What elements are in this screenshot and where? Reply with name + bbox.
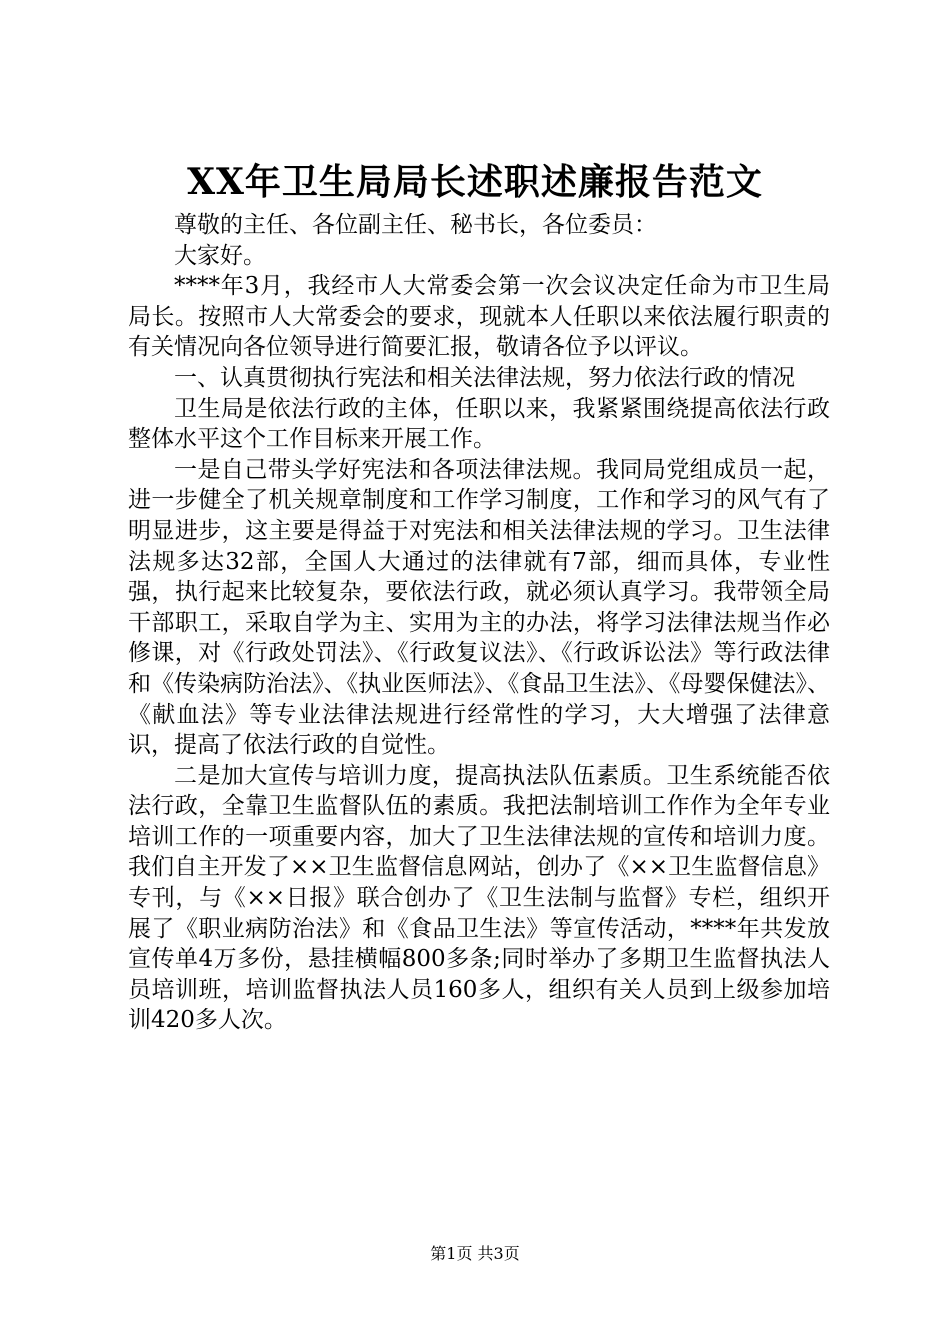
section-heading-1: 一、认真贯彻执行宪法和相关法律法规，努力依法行政的情况 — [174, 364, 795, 391]
document-title: XX年卫生局局长述职述廉报告范文 — [187, 161, 763, 203]
paragraph-point-1: 一是自己带头学好宪法和各项法律法规。我同局党组成员一起，进一步健全了机关规章制度和工作学习制度，工作和学习的风气有了明显进步，这主要是得益于对宪法和相关法律法规的学习。卫生法律法规多达32部，全国人大通过的法律就有7部，细而具体，专业性强，执行起来比较复杂，要依法行政，就必须认真学习。我带领全局干部职工，采取自学为主、实用为主的办法，将学习法律法规当作必修课，对《行政处罚法》、《行政复议法》、《行政诉讼法》等行政法律和《传染病防治法》、《执业医师法》、《食品卫生法》、《母婴保健法》、《献血法》等专业法律法规进行经常性的学习，大大增强了法律意识，提高了依法行政的自觉性。 — [128, 456, 830, 759]
document-body — [128, 210, 830, 1036]
paragraph-point-2: 二是加大宣传与培训力度，提高执法队伍素质。卫生系统能否依法行政，全靠卫生监督队伍的素质。我把法制培训工作作为全年专业培训工作的一项重要内容，加大了卫生法律法规的宣传和培训力度。我们自主开发了××卫生监督信息网站，创办了《××卫生监督信息》专刊，与《××日报》联合创办了《卫生法制与监督》专栏，组织开展了《职业病防治法》和《食品卫生法》等宣传活动，****年共发放宣传单4万多份，悬挂横幅800多条;同时举办了多期卫生监督执法人员培训班，培训监督执法人员160多人，组织有关人员到上级参加培训420多人次。 — [128, 762, 830, 1034]
greeting: 大家好。 — [174, 242, 266, 269]
salutation: 尊敬的主任、各位副主任、秘书长，各位委员： — [174, 212, 657, 238]
page-footer: 第1页 共3页 — [430, 1244, 520, 1263]
paragraph-appointment: ****年3月，我经市人大常委会第一次会议决定任命为市卫生局局长。按照市人大常委会的要求，现就本人任职以来依法履行职责的有关情况向各位领导进行简要汇报，敬请各位予以评议。 — [128, 273, 830, 361]
paragraph-intro: 卫生局是依法行政的主体，任职以来，我紧紧围绕提高依法行政整体水平这个工作目标来开展工作。 — [128, 395, 830, 453]
